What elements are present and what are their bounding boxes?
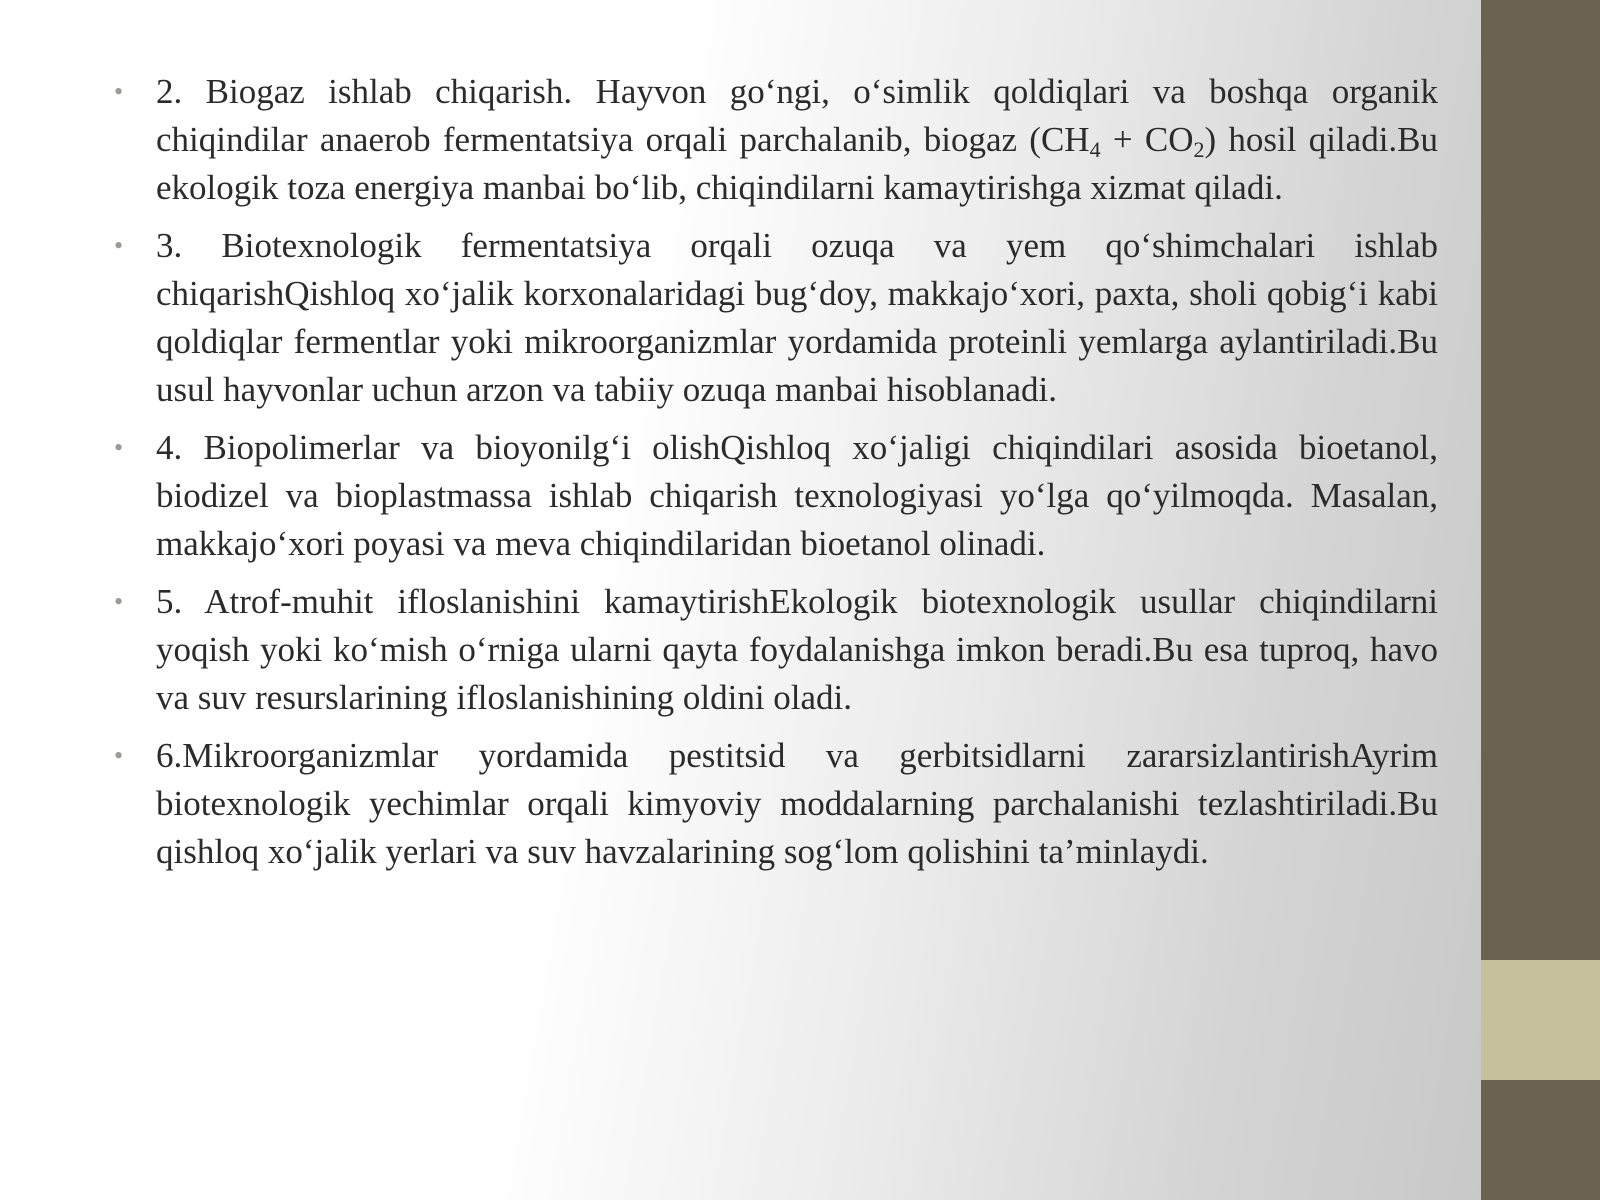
- side-accent-block: [1481, 960, 1600, 1080]
- bullet-list: [110, 68, 1438, 876]
- bullet-text: 2. Biogaz ishlab chiqarish. Hayvon go‘ngi, o‘simlik qoldiqlari va boshqa organik chiqindilar anaerob fermentatsiya orqali parchalanib, biogaz (CH: [156, 72, 1438, 159]
- bullet-item: [110, 732, 1438, 876]
- subscript-text: 4: [1089, 137, 1101, 162]
- bullet-dot-icon: •: [114, 231, 124, 260]
- bullet-text: + CO: [1100, 120, 1194, 159]
- bullet-dot-icon: •: [114, 77, 124, 106]
- subscript-text: 2: [1193, 137, 1205, 162]
- bullet-text: 6.Mikroorganizmlar yordamida pestitsid va gerbitsidlarni zararsizlantirishAyrim biotexnologik yechimlar orqali kimyoviy moddalarning parchalanishi tezlashtiriladi.Bu qishloq xo‘jalik yerlari va suv havzalarining sog‘lom qolishini ta’minlaydi.: [156, 736, 1438, 871]
- bullet-item: [110, 222, 1438, 414]
- slide-content: [110, 68, 1438, 886]
- bullet-item: [110, 424, 1438, 568]
- bullet-dot-icon: •: [114, 741, 124, 770]
- bullet-text: 4. Biopolimerlar va bioyonilg‘i olishQishloq xo‘jaligi chiqindilari asosida bioetanol, biodizel va bioplastmassa ishlab chiqarish texnologiyasi yo‘lga qo‘yilmoqda. Masalan, makkajo‘xori poyasi va meva chiqindilaridan bioetanol olinadi.: [156, 428, 1438, 563]
- bullet-text: ) hosil qiladi.Bu ekologik toza energiya manbai bo‘lib, chiqindilarni kamaytirishga xizmat qiladi.: [156, 120, 1439, 207]
- bullet-item: [110, 578, 1438, 722]
- bullet-text: 3. Biotexnologik fermentatsiya orqali ozuqa va yem qo‘shimchalari ishlab chiqarishQishloq xo‘jalik korxonalaridagi bug‘doy, makkajo‘xori, paxta, sholi qobig‘i kabi qoldiqlar fermentlar yoki mikroorganizmlar yordamida proteinli yemlarga aylantiriladi.Bu usul hayvonlar uchun arzon va tabiiy ozuqa manbai hisoblanadi.: [156, 226, 1438, 409]
- bullet-dot-icon: •: [114, 587, 124, 616]
- bullet-item: [110, 68, 1438, 212]
- bullet-text: 5. Atrof-muhit ifloslanishini kamaytirishEkologik biotexnologik usullar chiqindilarni yoqish yoki ko‘mish o‘rniga ularni qayta foydalanishga imkon beradi.Bu esa tuproq, havo va suv resurslarining ifloslanishining oldini oladi.: [156, 582, 1438, 717]
- bullet-dot-icon: •: [114, 433, 124, 462]
